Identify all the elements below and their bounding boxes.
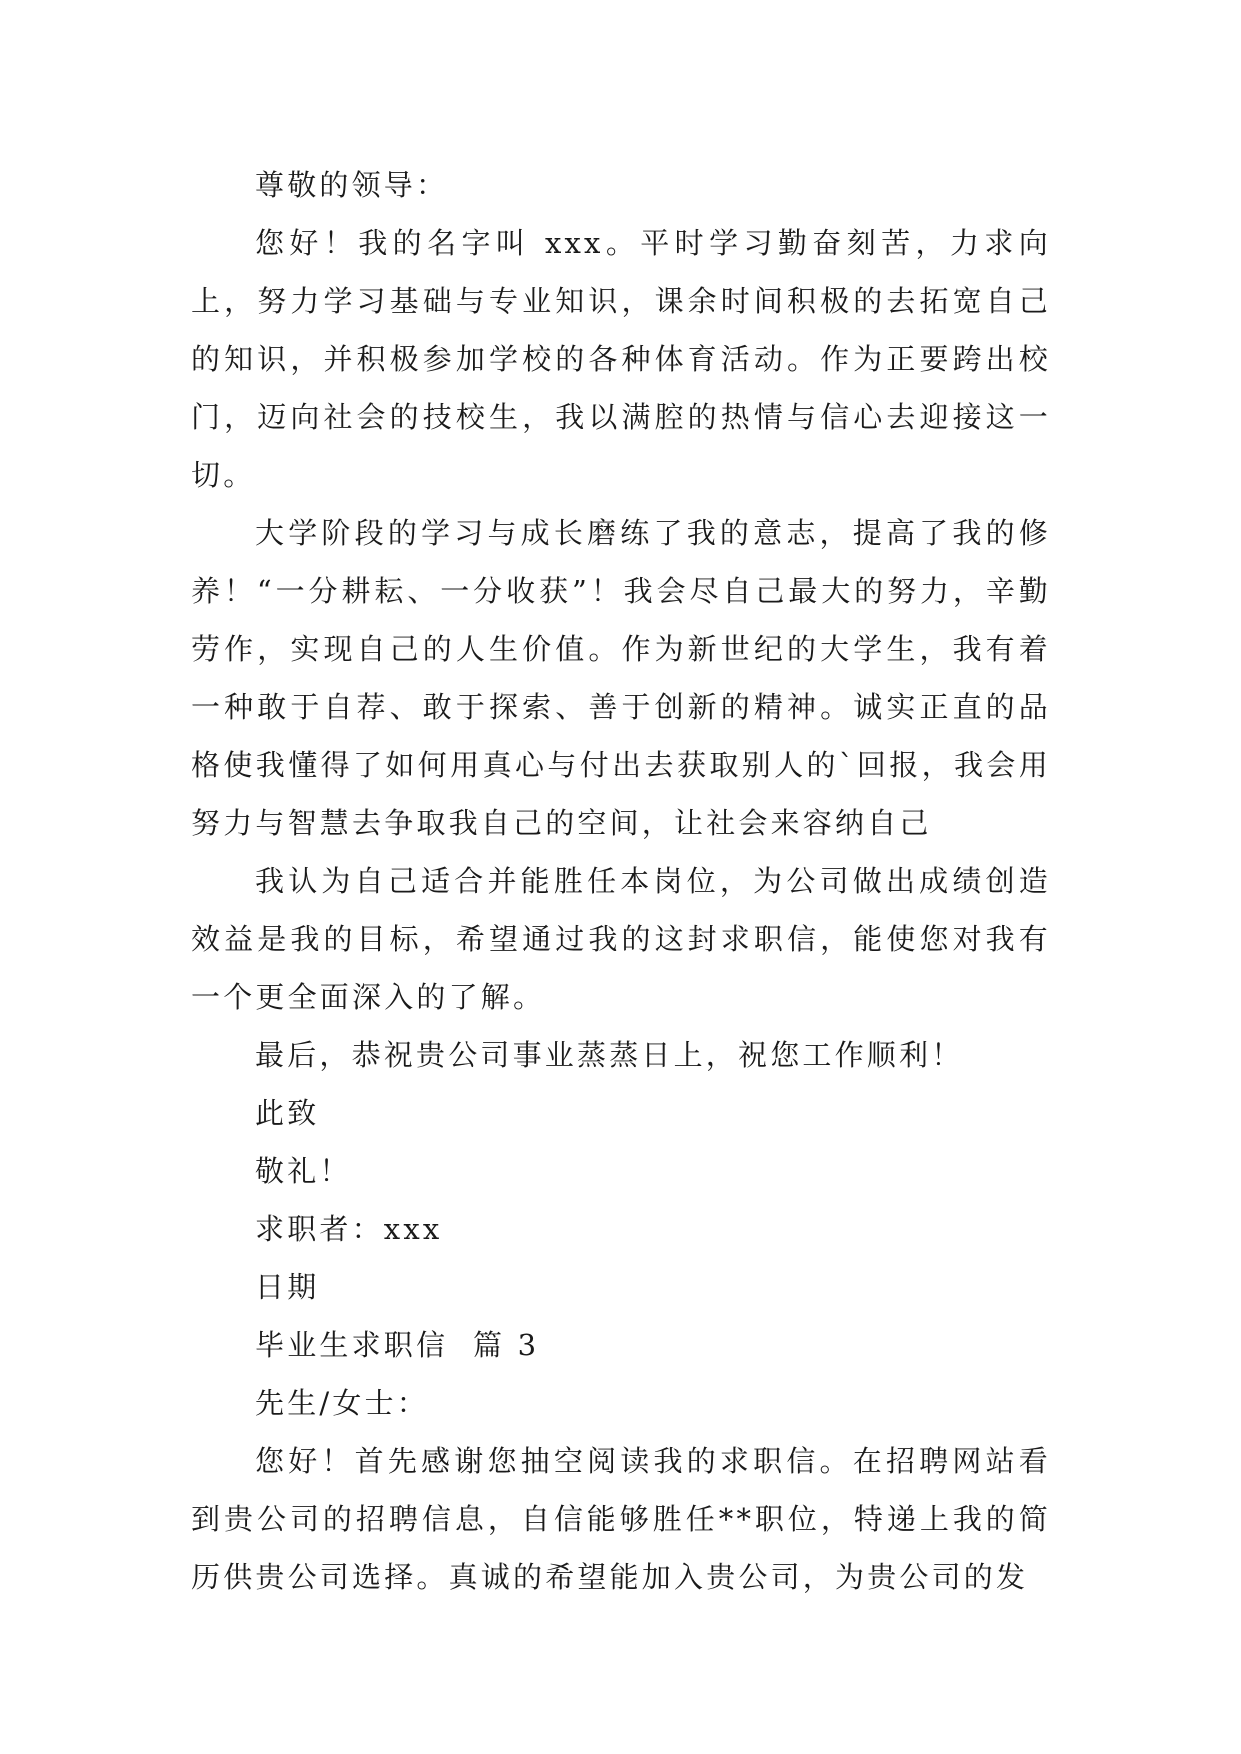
closing-phrase: 此致 xyxy=(255,1096,320,1130)
paragraph-introduction: 您好！我的名字叫 xxx。平时学习勤奋刻苦，力求向上，努力学习基础与专业知识，课余时间积极的去拓宽自己的知识，并积极参加学校的各种体育活动。作为正要跨出校门，迈向社会的技校生，我以满腔的热情与信心去迎接这一切。 xyxy=(191,226,1051,492)
salutation: 尊敬的领导： xyxy=(255,168,449,202)
section-title: 毕业生求职信 篇 3 xyxy=(255,1328,540,1362)
date-label: 日期 xyxy=(255,1270,320,1304)
paragraph-letter2-intro: 您好！首先感谢您抽空阅读我的求职信。在招聘网站看到贵公司的招聘信息，自信能够胜任**职位，特递上我的简历供贵公司选择。真诚的希望能加入贵公司，为贵公司的发 xyxy=(191,1444,1051,1594)
signature: 求职者：xxx xyxy=(255,1212,443,1246)
paragraph-best-wishes: 最后，恭祝贵公司事业蒸蒸日上，祝您工作顺利！ xyxy=(255,1038,964,1072)
paragraph-suitability: 我认为自己适合并能胜任本岗位，为公司做出成绩创造效益是我的目标，希望通过我的这封求职信，能使您对我有一个更全面深入的了解。 xyxy=(191,864,1051,1014)
document-body xyxy=(191,156,1051,1606)
closing-salute: 敬礼！ xyxy=(255,1154,352,1188)
salutation-2: 先生/女士： xyxy=(255,1386,429,1420)
paragraph-university-growth: 大学阶段的学习与成长磨练了我的意志，提高了我的修养！“一分耕耘、一分收获”！我会尽自己最大的努力，辛勤劳作，实现自己的人生价值。作为新世纪的大学生，我有着一种敢于自荐、敢于探索、善于创新的精神。诚实正直的品格使我懂得了如何用真心与付出去获取别人的`回报，我会用努力与智慧去争取我自己的空间，让社会来容纳自己 xyxy=(191,516,1051,840)
